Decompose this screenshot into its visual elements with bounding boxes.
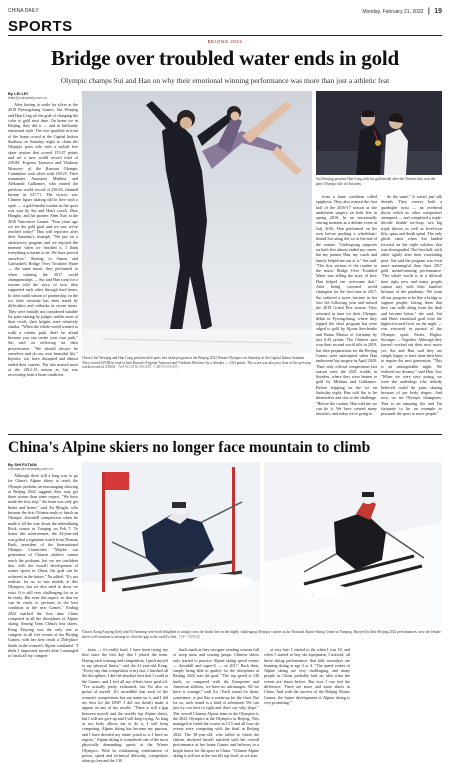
story2-column-1: Although there still a long way to go for China's Alpine skiers to reach the Olympic podium, an encouraging showing at Beijing 2022 suggests they may get there sooner than some expect. "We have made the first step," the team was only get better and better," said Xu Mingfu, who became the first Chinese male to finish an Olympic downhill competition when he made it all the way down the intimidating Rock course in Yanqing on Feb 7. To honor this achievement, the 24-year-old was gifted a signature watch from Thomas Bach, president of the International Olympic Committee. "Maybe our generation of Chinese athletes cannot reach the podiums, but we are confident that, with the overall development of winter sports in China, the goal can be achieved in the future," Xu added. "It's not realistic for us to win medals at this Olympics, but we also need to show we exist. It is still very challenging for us to be ready. But even this aspect, so that we can be ready to perform in the best condition at the next Games." Ending 2022 marked the first time China competed in all the disciplines of Alpine skiing. Among Team China's four skiers, Kong Fanying was the only one to compete in all five events of the Beijing Games, with her best result a 35th-place finish in the women's Alpine combined. "I think I impressed myself after I managed to finish all my competi- bbox=[8, 473, 78, 659]
story-divider bbox=[8, 434, 442, 435]
story1-column-1: After having to settle for silver at the 2018 Pyeongchang Games, Sui Wenjing and Han Cong set the goal of changing the color to gold next time. On home ice in Beijing, they did it — and in brilliantly emotional style. The two sparkled in front of the home crowd at the Capital Indoor Stadium on Saturday night to claim the Olympic pairs title with a stylish free skate routine that scored 155.47 points and set a new world record total of 239.88. Evgenia Tarasova and Vladimir Morozov of the Russian Olympic Committee took silver with 239.25. Their teammates Anastasia Mishina and Aleksandr Galliamov, who earned the previous world record of 239.03, claimed bronze in 237.71. The victory saw Chinese figure skating fall in love with a spirit — a gold-medal routine in the sport was won by Sui and Han's coach, Zhao Hongbo, and his partner, Shen Xue, at the 2010 Vancouver Games. "Four years ago we set the gold goal and we saw we've reached today!" Han told reporters after their Saturday's triumph. "We put on a satisfactory program and we enjoyed the moment when we finished it. I think everything is meant to be. We have proved ourselves." Skating to Simon and Garfunkel's Bridge Over Troubled Water — the same music they performed to when winning the 2017 world championships — Sui and Han went for a routine told the story of how they supported each other through hard times. In their ninth season of partnership on the ice, their certainty has been tested by difficulties and setbacks in recent times. They were initially not considered suitable for pairs skating by judges, unlike most of their rivals, their heights were relatively similar. "When the whole world wanted to walk a certain path, don't be afraid because you can create your own path," Sui said on reflecting on their perseverance. "We should always be ourselves and do our own beautiful life." Injuries, too, have disrupted and almost ended their careers. The duo missed most of the 2012-13 season as Sui was recovering from a bone condition. bbox=[8, 102, 78, 378]
story1-email: leilei@chinadaily.com.cn bbox=[8, 96, 48, 100]
skier-ni-photo bbox=[264, 462, 442, 627]
pairs-skating-photo bbox=[82, 91, 312, 353]
skier-kong-photo bbox=[82, 462, 260, 627]
story2-byline: By SHI FUTIAN bbox=[8, 462, 37, 467]
masthead bbox=[8, 6, 442, 18]
story1-deck: Olympic champs Sui and Han on why their emotional winning performance was more than just a athletic feat bbox=[60, 76, 390, 85]
section-title: SPORTS bbox=[8, 18, 73, 35]
medal-moment-photo bbox=[316, 91, 442, 175]
story1-column-3: do the same." It wasn't just silk threads. They convey both a quadruple twist — an overhead throw which no other competitors attempted — and completed a triple-throttle double toe-loop, two big triple throws as well as level-four lifts, spins and death spiral. The only glitch came when Sui landed forward on the triple salchow that was downgraded. The first half, each other tightly after their concluding pose. Sui said the program was even more meaningful than their 2017 gold medal-winning performance. "The whole world is in a difficult time right now and many people cannot stay with their families because of the pandemic. We want all our program to be like a bridge to support people, letting them that they can walk along from the dark and become better," she said. Sui and Han's emotional goal were the highest-scored twist on the night — was executed in pursuit of the Olympic spirit: Faster, Higher, Stronger — Together. Although they haven't worked out their next move yet, Sui and Han said they are simply happy to have done their best to inspire the next generation. "This is an unforgettable night. We realized our dreams," said Han. Sui: "When we were very young, we were the underdogs who nobody believed could do pairs skating because of our body shapes. And now, we are Olympic champions. This is an amazing life and I'm fortunate to be an example to persuade the sport to more people." bbox=[381, 194, 442, 417]
story1-headline: Bridge over troubled water ends in gold bbox=[50, 46, 400, 70]
paper-name: CHINA DAILY bbox=[8, 8, 39, 14]
skiing-photo-caption: China's Kong Fanying (left) and Ni Yueming were both delighted to simply cross the finish line on the highly challenging Olympic courses at the National Alpine Skiing Centre in Yanqing. Buoyed by their Beijing 2022 performances, now the female skiers will continue to attempt to close the gap to the world's elite. [AP / CHINA] bbox=[82, 630, 441, 639]
story2-column-4: at very late. I started to ski when I was 10, and when I started to buy ski equipment, I noticed, all those skiing performance, that kids nowadays are learning skiing at age 3 or 4. "The speed events of Alpine skiing are very challenging, and many people in China probably had no idea what the events are about before. But now I can feel the difference. There are more and more skiers in China. And with the success of the Beijing Winter Games, the future development of Alpine skiing is very promising." bbox=[264, 647, 350, 705]
page-number: 19 bbox=[434, 8, 442, 15]
story2-column-3: km/h mark as they navigate winding courses full of steep turns and soaring jumps. Chinese skiers only started to practice Alpine skiing speed events — downhill and super-G — in 2017. Back then, simply being able to qualify for the disciplines at Beijing 2022 was the goal. "The top speed is 140 km/h, so compared with the Europeans and American athletes, we have no advantages. All we have is courage," said Xu. "Each round for them, sometimes, is just like a warm-up for the final. But for us, each round is a kind of adventure. We can just try our best to fight and don't say why slope." The overall Chinese Alpine team at the Olympics is the 2022 Olympics at the Olympics in Beijing. This managed to finish the course in 15.5 and all four ski events were competing with the final in Beijing 2022. The 38-year-old, who failed to finish the slalom, declared herself satisfied with her overall performance at her home Games and believes in a bright future for the sport in China. "Chinese Alpine skiing is still not at the world's top level, as we start bbox=[173, 647, 259, 758]
issue-date: Monday, February 21, 2022 bbox=[362, 9, 424, 15]
skating-photo-credit: [WANG ZHUANGFEI / CHINA DAILY] bbox=[118, 365, 179, 370]
story2-email: shifutian@chinadaily.com.cn bbox=[8, 467, 54, 471]
story1-kicker: BEIJING 2022 bbox=[207, 39, 243, 44]
section-rule bbox=[8, 35, 442, 36]
skiing-photo-credit: [AP / CHINA] bbox=[179, 634, 201, 639]
story2-column-2: tions — it's really hard. I have been trying my best since the first day that I joined the team. During each training and competition, I push myself to my physical limits," said the 21-year-old Kong. "Every day that competition is my last. I finished all the disciplines. I did the absolute best that I could at the Games, and I feel all my efforts have paid off. "I've actually pretty exhausted, but I'm also so proud of myself. It's incredible that each of the women's competitions has my name on it, and I did my best for the DNF! I did not finish) make it appear on any of my results. "There is still a gap between myself and the world's top Alpine skiers, but I will not give up and I will keep trying. As long as my body allows me to do it, I will keep competing. Alpine skiing has become my passion, and I have devoted my entire youth to it. I have no regrets." Alpine skiing is considered one of the most physically demanding sports at the Winter Olympics. With its exhilarating combination of power, speed and technical difficulty, competitors often go beyond the 130 bbox=[82, 647, 168, 764]
issue-info: Monday, February 21, 2022 | 19 bbox=[362, 8, 442, 15]
skating-photo-caption: China's Sui Wenjing and Han Cong perform their pairs free skate program at the Beijing 2022 Winter Olympics on Saturday at the Capital Indoor Stadium. They scored 239.88 in total to beat Russia's Evgenia Tarasova and Vladimir Morozov by a whisker — 0.63 points. The score was also just clear of the previous world record of 239.03. [WANG ZHUANGFEI / CHINA DAILY] bbox=[82, 356, 311, 370]
story1-column-2: from a bone condition called epiphysis. They also missed the first half of the 2016-17 season as she underwent surgery on both feet in spring 2016. In an emotionally stirring moment as a defiant event in July 2016, Han performed on his own before pushing a wheelchair-bound Sui along the ice at the end of the routine. "Undergoing surgeries on both feet almost ended my career, but my partner Han, my coach and family helped me out of it," Sui said. "The first version of the routine to the music Bridge Over Troubled Water was telling the story of how Han helped me overcome that." After being crowned world champion for the first time in 2017, Sui suffered a stress fracture in her foot the following year and missed the 2018 Grand Prix season. They returned in time for their Olympic debut in Pyeongchang, where they topped the short program but were edged to gold by Aljona Savchenko and Bruno Massot of Germany by just 0.43 points. The Chinese pair won their second world title in 2019, but their preparations for the Beijing Games were interrupted when Han underwent hip surgery in April 2020. Their only official competitions last season were the 2021 worlds in Sweden, where they were beaten to gold by Mishina and Galliamov. Before stepping on the ice on Saturday night, Han told Sui to be themselves and rise to the challenge. "Before the routine, Han told me we can do it. We have created many miracles, and today we're going to bbox=[316, 194, 377, 417]
story1-byline: By LEI LEI bbox=[8, 91, 28, 96]
medal-photo-caption: Sui Wenjing presents Han Cong with his gold medal after the Chinese duo won the pairs Olympic title on Saturday. bbox=[316, 177, 436, 186]
story2-headline: China's Alpine skiers no longer face mountain to climb bbox=[8, 439, 371, 456]
